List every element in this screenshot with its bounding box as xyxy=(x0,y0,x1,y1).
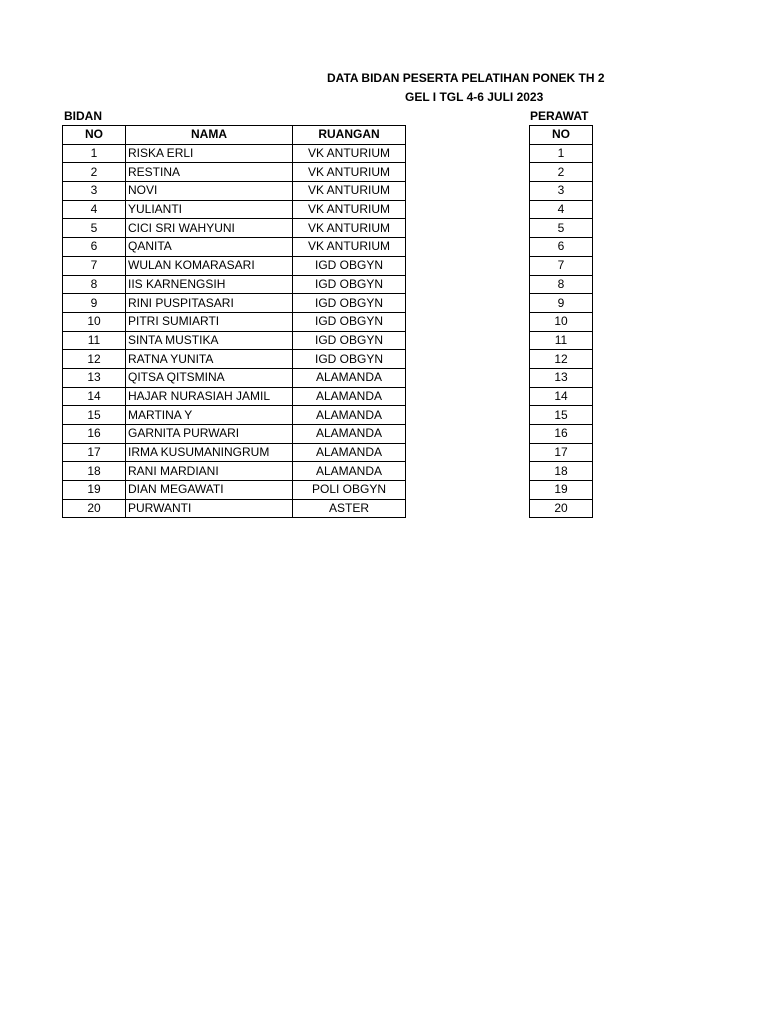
row-no-cell: 9 xyxy=(530,294,593,313)
table-row xyxy=(530,387,593,406)
table-row xyxy=(63,182,406,201)
row-ruangan-cell: VK ANTURIUM xyxy=(293,144,406,163)
row-ruangan-cell: IGD OBGYN xyxy=(293,312,406,331)
bidan-header-ruangan: RUANGAN xyxy=(293,126,406,145)
row-ruangan-cell: IGD OBGYN xyxy=(293,331,406,350)
table-row xyxy=(530,331,593,350)
table-row xyxy=(63,368,406,387)
table-row xyxy=(530,462,593,481)
row-nama-cell: IRMA KUSUMANINGRUM xyxy=(126,443,293,462)
row-ruangan-cell: IGD OBGYN xyxy=(293,275,406,294)
table-row xyxy=(530,350,593,369)
table-row xyxy=(530,443,593,462)
row-nama-cell: RANI MARDIANI xyxy=(126,462,293,481)
table-row xyxy=(63,425,406,444)
row-ruangan-cell: IGD OBGYN xyxy=(293,350,406,369)
table-row xyxy=(530,294,593,313)
row-no-cell: 13 xyxy=(530,368,593,387)
row-no-cell: 6 xyxy=(530,238,593,257)
row-no-cell: 12 xyxy=(530,350,593,369)
row-no-cell: 13 xyxy=(63,368,126,387)
bidan-section-label: BIDAN xyxy=(64,109,102,123)
table-row xyxy=(530,406,593,425)
row-no-cell: 6 xyxy=(63,238,126,257)
row-no-cell: 12 xyxy=(63,350,126,369)
table-row xyxy=(530,481,593,500)
row-ruangan-cell: ALAMANDA xyxy=(293,462,406,481)
bidan-table xyxy=(62,125,406,518)
row-no-cell: 17 xyxy=(530,443,593,462)
table-row xyxy=(63,312,406,331)
row-no-cell: 11 xyxy=(530,331,593,350)
table-row xyxy=(63,294,406,313)
table-row xyxy=(63,238,406,257)
row-ruangan-cell: ALAMANDA xyxy=(293,368,406,387)
row-no-cell: 16 xyxy=(530,425,593,444)
table-row xyxy=(530,425,593,444)
table-row xyxy=(530,275,593,294)
row-nama-cell: QITSA QITSMINA xyxy=(126,368,293,387)
row-no-cell: 3 xyxy=(63,182,126,201)
row-nama-cell: DIAN MEGAWATI xyxy=(126,481,293,500)
row-nama-cell: CICI SRI WAHYUNI xyxy=(126,219,293,238)
row-no-cell: 15 xyxy=(530,406,593,425)
row-no-cell: 14 xyxy=(63,387,126,406)
row-no-cell: 19 xyxy=(63,481,126,500)
row-ruangan-cell: IGD OBGYN xyxy=(293,294,406,313)
table-row xyxy=(530,219,593,238)
table-row xyxy=(63,481,406,500)
table-row xyxy=(63,275,406,294)
row-no-cell: 7 xyxy=(530,256,593,275)
bidan-header-row xyxy=(63,126,406,145)
table-row xyxy=(63,144,406,163)
row-no-cell: 19 xyxy=(530,481,593,500)
row-no-cell: 15 xyxy=(63,406,126,425)
row-no-cell: 11 xyxy=(63,331,126,350)
row-no-cell: 5 xyxy=(530,219,593,238)
row-ruangan-cell: ALAMANDA xyxy=(293,387,406,406)
table-row xyxy=(530,312,593,331)
perawat-header-row xyxy=(530,126,593,145)
row-nama-cell: SINTA MUSTIKA xyxy=(126,331,293,350)
table-row xyxy=(530,200,593,219)
row-ruangan-cell: POLI OBGYN xyxy=(293,481,406,500)
row-nama-cell: QANITA xyxy=(126,238,293,257)
row-no-cell: 2 xyxy=(530,163,593,182)
row-nama-cell: GARNITA PURWARI xyxy=(126,425,293,444)
row-ruangan-cell: VK ANTURIUM xyxy=(293,182,406,201)
table-row xyxy=(63,406,406,425)
row-no-cell: 20 xyxy=(530,499,593,518)
row-no-cell: 8 xyxy=(530,275,593,294)
table-row xyxy=(63,443,406,462)
row-ruangan-cell: VK ANTURIUM xyxy=(293,200,406,219)
table-row xyxy=(63,499,406,518)
row-ruangan-cell: ASTER xyxy=(293,499,406,518)
table-row xyxy=(530,256,593,275)
row-no-cell: 10 xyxy=(63,312,126,331)
row-no-cell: 5 xyxy=(63,219,126,238)
row-nama-cell: RATNA YUNITA xyxy=(126,350,293,369)
row-no-cell: 17 xyxy=(63,443,126,462)
row-nama-cell: YULIANTI xyxy=(126,200,293,219)
row-no-cell: 20 xyxy=(63,499,126,518)
table-row xyxy=(63,462,406,481)
perawat-header-no: NO xyxy=(530,126,593,145)
row-no-cell: 4 xyxy=(63,200,126,219)
row-ruangan-cell: ALAMANDA xyxy=(293,406,406,425)
table-row xyxy=(63,331,406,350)
row-nama-cell: WULAN KOMARASARI xyxy=(126,256,293,275)
row-ruangan-cell: VK ANTURIUM xyxy=(293,219,406,238)
perawat-section-label: PERAWAT xyxy=(530,109,589,123)
row-ruangan-cell: VK ANTURIUM xyxy=(293,238,406,257)
table-row xyxy=(63,350,406,369)
document-subtitle: GEL I TGL 4-6 JULI 2023 xyxy=(405,90,544,104)
row-no-cell: 18 xyxy=(530,462,593,481)
table-row xyxy=(530,144,593,163)
bidan-header-no: NO xyxy=(63,126,126,145)
table-row xyxy=(530,238,593,257)
document-title: DATA BIDAN PESERTA PELATIHAN PONEK TH 2 xyxy=(327,71,605,85)
row-no-cell: 16 xyxy=(63,425,126,444)
row-no-cell: 1 xyxy=(63,144,126,163)
row-no-cell: 2 xyxy=(63,163,126,182)
row-nama-cell: IIS KARNENGSIH xyxy=(126,275,293,294)
table-row xyxy=(530,368,593,387)
row-nama-cell: RISKA ERLI xyxy=(126,144,293,163)
table-row xyxy=(63,387,406,406)
row-no-cell: 9 xyxy=(63,294,126,313)
row-nama-cell: RINI PUSPITASARI xyxy=(126,294,293,313)
table-row xyxy=(63,219,406,238)
row-no-cell: 4 xyxy=(530,200,593,219)
row-nama-cell: MARTINA Y xyxy=(126,406,293,425)
row-nama-cell: RESTINA xyxy=(126,163,293,182)
row-no-cell: 14 xyxy=(530,387,593,406)
row-no-cell: 3 xyxy=(530,182,593,201)
row-nama-cell: HAJAR NURASIAH JAMIL xyxy=(126,387,293,406)
row-no-cell: 18 xyxy=(63,462,126,481)
row-nama-cell: NOVI xyxy=(126,182,293,201)
row-nama-cell: PURWANTI xyxy=(126,499,293,518)
table-row xyxy=(530,499,593,518)
perawat-table xyxy=(529,125,593,518)
row-no-cell: 8 xyxy=(63,275,126,294)
table-row xyxy=(530,182,593,201)
table-row xyxy=(63,200,406,219)
row-no-cell: 10 xyxy=(530,312,593,331)
table-row xyxy=(63,256,406,275)
row-no-cell: 1 xyxy=(530,144,593,163)
row-ruangan-cell: IGD OBGYN xyxy=(293,256,406,275)
row-nama-cell: PITRI SUMIARTI xyxy=(126,312,293,331)
table-row xyxy=(63,163,406,182)
row-ruangan-cell: ALAMANDA xyxy=(293,425,406,444)
bidan-header-nama: NAMA xyxy=(126,126,293,145)
row-ruangan-cell: ALAMANDA xyxy=(293,443,406,462)
row-ruangan-cell: VK ANTURIUM xyxy=(293,163,406,182)
row-no-cell: 7 xyxy=(63,256,126,275)
table-row xyxy=(530,163,593,182)
